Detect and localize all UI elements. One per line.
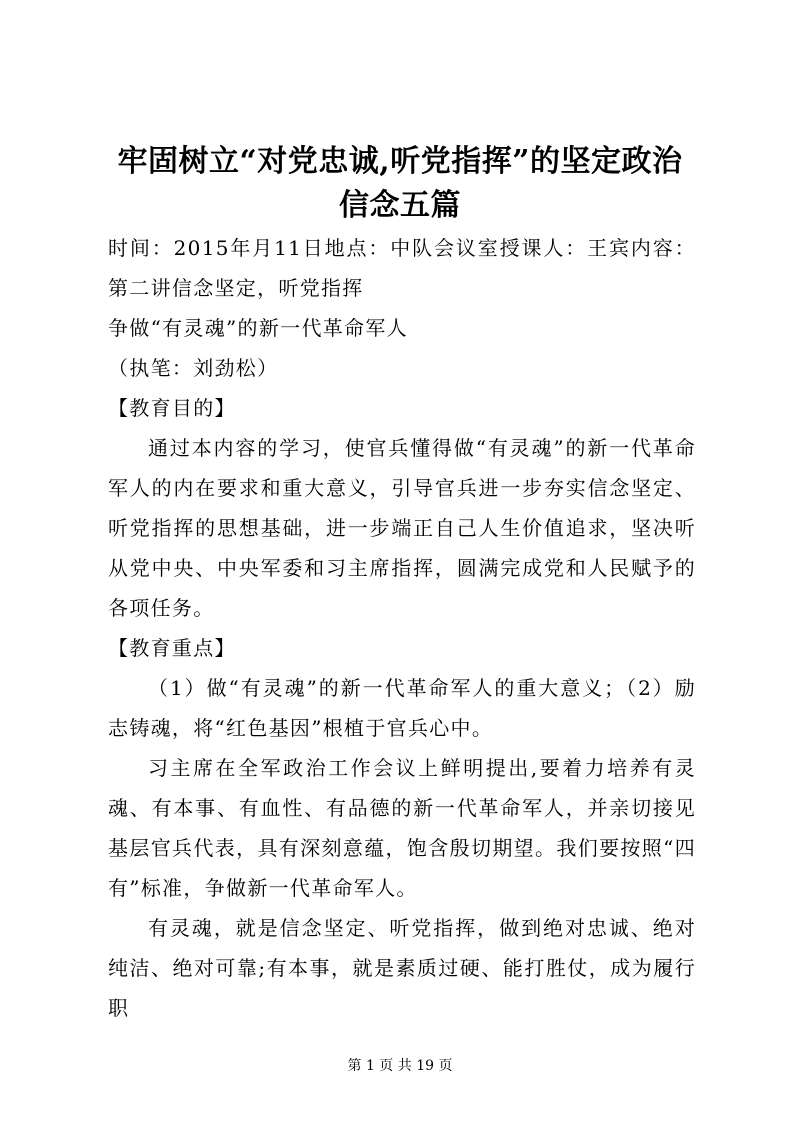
title-line-2: 信念五篇 xyxy=(339,188,461,223)
meta-paragraph: 时间：2015年月11日地点：中队会议室授课人：王宾内容：第二讲信念坚定，听党指挥 xyxy=(108,236,696,300)
section-heading-focus: 【教育重点】 xyxy=(108,636,236,660)
author-paragraph: （执笔：刘劲松） xyxy=(108,356,279,380)
body-paragraph: 有灵魂，就是信念坚定、听党指挥，做到绝对忠诚、绝对纯洁、绝对可靠;有本事，就是素质过硬、能打胜仗，成为履行职 xyxy=(108,916,696,1020)
focus-paragraph: （1）做“有灵魂”的新一代革命军人的重大意义；（2）励志铸魂，将“红色基因”根植于官兵心中。 xyxy=(108,676,696,740)
section-heading-purpose: 【教育目的】 xyxy=(108,396,236,420)
title-line-1: 牢固树立“对党忠诚,听党指挥”的坚定政治 xyxy=(117,144,683,179)
body-paragraph: 习主席在全军政治工作会议上鲜明提出,要着力培养有灵魂、有本事、有血性、有品德的新一代革命军人，并亲切接见基层官兵代表，具有深刻意蕴，饱含殷切期望。我们要按照“四有”标准，争做新一代革命军人。 xyxy=(108,756,696,900)
document-body xyxy=(108,228,696,1028)
page-footer: 第 1 页 共 19 页 xyxy=(347,1058,453,1074)
subtitle-paragraph: 争做“有灵魂”的新一代革命军人 xyxy=(108,316,408,340)
purpose-paragraph: 通过本内容的学习，使官兵懂得做“有灵魂”的新一代革命军人的内在要求和重大意义，引导官兵进一步夯实信念坚定、听党指挥的思想基础，进一步端正自己人生价值追求，坚决听从党中央、中央军委和习主席指挥，圆满完成党和人民赋予的各项任务。 xyxy=(108,436,696,620)
document-title xyxy=(100,140,700,228)
